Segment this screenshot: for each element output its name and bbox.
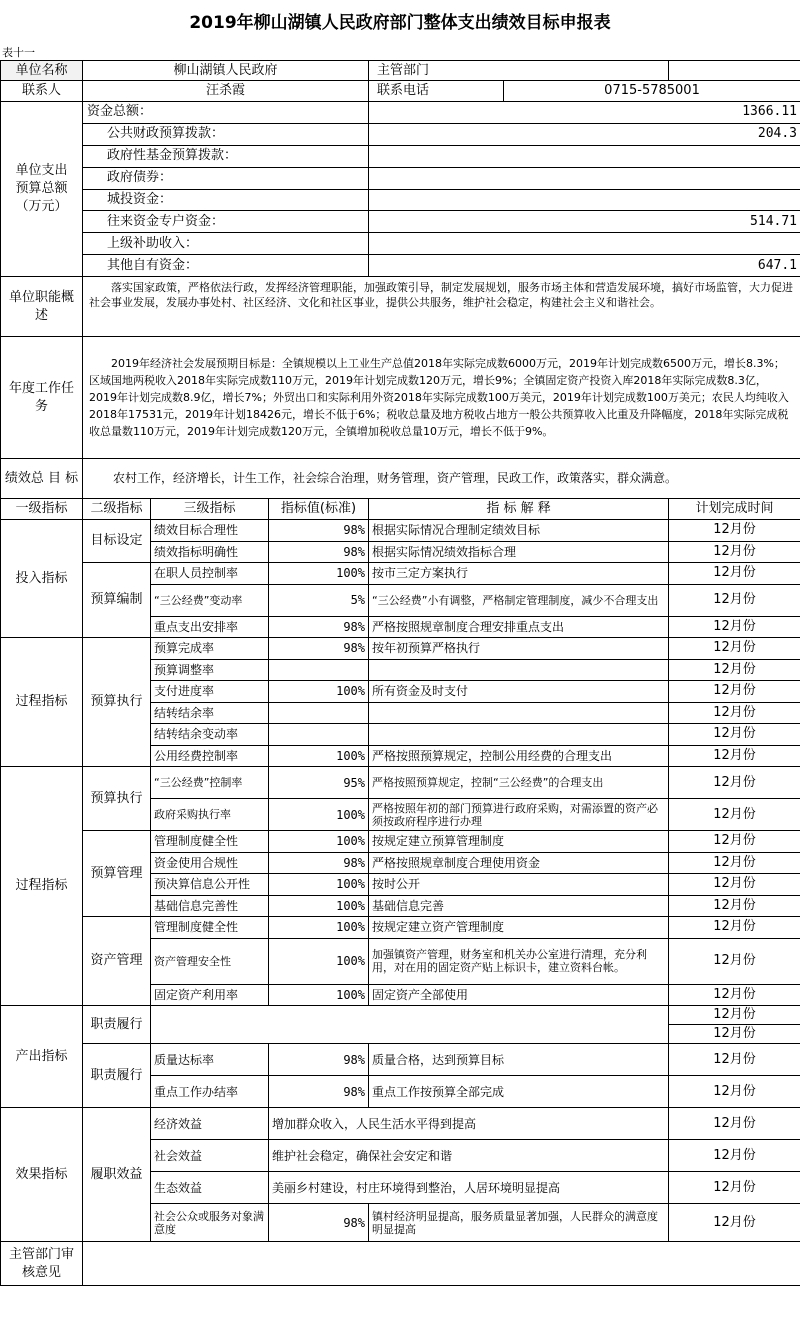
indicator-value: 98% [269,616,369,638]
level1-indicator: 过程指标 [1,638,83,767]
level3-indicator: 社会效益 [151,1140,269,1172]
indicator-value: 98% [269,852,369,874]
indicator-explanation: 严格按照规章制度合理安排重点支出 [369,616,669,638]
performance-table [0,60,800,1286]
indicator-explanation: 根据实际情况合理制定绩效目标 [369,520,669,542]
level3-indicator: 管理制度健全性 [151,831,269,853]
dept-label [369,61,669,81]
indicator-value: 100% [269,799,369,831]
completion-time: 12月份 [669,1140,800,1172]
level3-indicator: “三公经费”控制率 [151,767,269,799]
indicator-row [1,1006,800,1025]
level3-indicator: 基础信息完善性 [151,895,269,917]
indicator-value: 100% [269,563,369,585]
indicator-value: 100% [269,874,369,896]
indicator-value: 98% [269,1044,369,1076]
indicator-value: 100% [269,984,369,1006]
completion-time: 12月份 [669,638,800,660]
budget-row [1,211,800,233]
level3-indicator: 预决算信息公开性 [151,874,269,896]
indicator-value: 100% [269,917,369,939]
level1-indicator: 产出指标 [1,1006,83,1108]
completion-time: 12月份 [669,917,800,939]
budget-row [1,189,800,211]
level3-indicator: 生态效益 [151,1172,269,1204]
indicator-value [269,724,369,746]
indicator-value: 100% [269,895,369,917]
header-l2: 二级指标 [83,499,151,520]
level3-indicator: 经济效益 [151,1108,269,1140]
completion-time: 12月份 [669,681,800,703]
completion-time: 12月份 [669,541,800,563]
review-row [1,1242,800,1286]
budget-item-name: 政府性基金预算拨款： [83,145,369,167]
budget-item-name: 资金总额： [83,102,369,124]
budget-label: 单位支出预算总额（万元） [1,102,83,277]
level3-indicator: 结转结余变动率 [151,724,269,746]
indicator-value: 98% [269,638,369,660]
indicator-row [1,831,800,853]
indicator-row [1,638,800,660]
indicator-explanation [369,702,669,724]
level2-indicator: 预算执行 [83,638,151,767]
completion-time: 12月份 [669,1025,800,1044]
level3-indicator: 重点支出安排率 [151,616,269,638]
completion-time: 12月份 [669,702,800,724]
header-l3: 三级指标 [151,499,269,520]
level3-indicator: “三公经费”变动率 [151,584,269,616]
completion-time: 12月份 [669,1044,800,1076]
level3-indicator: 管理制度健全性 [151,917,269,939]
indicator-explanation: 按规定建立资产管理制度 [369,917,669,939]
budget-item-name: 其他自有资金： [83,255,369,277]
indicator-value: 100% [269,831,369,853]
contact-label: 联系人 [1,81,83,102]
indicator-row [1,1108,800,1140]
level3-indicator: 公用经费控制率 [151,745,269,767]
budget-row [1,145,800,167]
indicator-value: 100% [269,938,369,984]
indicator-explanation [369,724,669,746]
level3-indicator: 绩效指标明确性 [151,541,269,563]
indicator-row [1,520,800,542]
indicator-explanation: 加强镇资产管理，财务室和机关办公室进行清理，充分利用，对在用的固定资产贴上标识卡，建立资料台帐。 [369,938,669,984]
level2-indicator: 预算管理 [83,831,151,917]
indicator-explanation: 根据实际情况绩效指标合理 [369,541,669,563]
level3-indicator: 社会公众或服务对象满意度 [151,1204,269,1242]
level3-indicator: 资产管理安全性 [151,938,269,984]
level2-indicator: 资产管理 [83,917,151,1006]
indicator-explanation: 严格按照规章制度合理使用资金 [369,852,669,874]
indicator-value [269,659,369,681]
indicator-explanation: 美丽乡村建设，村庄环境得到整治，人居环境明显提高 [269,1172,669,1204]
budget-item-value: 204.3 [369,123,800,145]
completion-time: 12月份 [669,895,800,917]
page-title: 2019年柳山湖镇人民政府部门整体支出绩效目标申报表 [189,13,611,33]
phone-value: 0715-5785001 [604,83,700,98]
annual-text: 2019年经济社会发展预期目标是：全镇规模以上工业生产总值2018年实际完成数6000万元，2019年计划完成数6500万元，增长8.3%；区域国地两税收入2018年实际完成数110万元，2019年计划完成数120万元，增长9%；全镇固定资产投资入库2018年实际完成数8.3亿，2019年计划完成数8.9亿，增长7%；外贸出口和实际利用外资2018年实际完成数100万美元，2019年计划完成数100万美元；农民人均纯收入2018年17531元，2019年计划18426元，增长不低于6%；税收总量及地方税收占地方一般公共预算收入比重及升降幅度，2018年实际完成税收总量数110万元，2019年计划完成数120万元，全镇增加税收总量10万元，增长不低于9%。 [83,337,800,459]
completion-time: 12月份 [669,1076,800,1108]
completion-time: 12月份 [669,724,800,746]
level3-indicator: 支付进度率 [151,681,269,703]
indicator-explanation: 镇村经济明显提高，服务质量显著加强，人民群众的满意度明显提高 [369,1204,669,1242]
budget-row [1,102,800,124]
indicator-explanation: 严格按照年初的部门预算进行政府采购，对需添置的资产必须按政府程序进行办理 [369,799,669,831]
completion-time: 12月份 [669,1006,800,1025]
level1-indicator: 过程指标 [1,767,83,1006]
level3-indicator: 在职人员控制率 [151,563,269,585]
completion-time: 12月份 [669,659,800,681]
indicator-value: 100% [269,745,369,767]
budget-item-name: 公共财政预算拨款： [83,123,369,145]
table-tag: 表十一 [2,46,35,59]
budget-item-value: 1366.11 [369,102,800,124]
completion-time: 12月份 [669,1108,800,1140]
budget-item-value: 514.71 [369,211,800,233]
perf-row [1,459,800,499]
budget-item-name: 上级补助收入： [83,233,369,255]
indicator-row [1,563,800,585]
indicator-explanation: 按规定建立预算管理制度 [369,831,669,853]
indicator-explanation: 基础信息完善 [369,895,669,917]
review-value [83,1242,800,1286]
budget-row [1,233,800,255]
completion-time: 12月份 [669,1172,800,1204]
indicator-row [1,917,800,939]
indicator-value: 98% [269,1076,369,1108]
indicator-explanation: 所有资金及时支付 [369,681,669,703]
perf-text: 农村工作，经济增长，计生工作，社会综合治理，财务管理，资产管理，民政工作，政策落实，群众满意。 [83,459,800,499]
annual-label: 年度工作任 务 [1,337,83,459]
indicator-explanation: 维护社会稳定，确保社会安定和谐 [269,1140,669,1172]
duty-label: 单位职能概 述 [1,277,83,337]
duty-row [1,277,800,337]
indicator-explanation: 质量合格，达到预算目标 [369,1044,669,1076]
indicator-value: 5% [269,584,369,616]
completion-time: 12月份 [669,616,800,638]
header-val: 指标值(标准) [269,499,369,520]
indicator-explanation: 严格按照预算规定，控制“三公经费”的合理支出 [369,767,669,799]
level2-indicator: 预算编制 [83,563,151,638]
completion-time: 12月份 [669,584,800,616]
completion-time: 12月份 [669,563,800,585]
level3-indicator: 资金使用合规性 [151,852,269,874]
level2-indicator: 履职效益 [83,1108,151,1242]
indicator-explanation: 按时公开 [369,874,669,896]
indicator-explanation: 重点工作按预算全部完成 [369,1076,669,1108]
info-row-contact [1,81,800,102]
level2-indicator: 预算执行 [83,767,151,831]
indicator-value: 98% [269,520,369,542]
completion-time: 12月份 [669,745,800,767]
header-time: 计划完成时间 [669,499,800,520]
completion-time: 12月份 [669,1204,800,1242]
budget-item-value: 647.1 [369,255,800,277]
indicator-value: 98% [269,541,369,563]
budget-item-name: 往来资金专户资金： [83,211,369,233]
completion-time: 12月份 [669,831,800,853]
duty-text: 落实国家政策，严格依法行政，发挥经济管理职能，加强政策引导，制定发展规划，服务市场主体和营造发展环境，搞好市场监管，大力促进社会事业发展，发展办事处村、社区经济、文化和社区事业，提供公共服务，维护社会稳定，构建社会主义和谐社会。 [83,277,800,337]
budget-item-value [369,233,800,255]
level1-indicator: 投入指标 [1,520,83,638]
level2-indicator: 目标设定 [83,520,151,563]
completion-time: 12月份 [669,799,800,831]
level3-indicator: 绩效目标合理性 [151,520,269,542]
level3-indicator: 重点工作办结率 [151,1076,269,1108]
level2-indicator: 职责履行 [83,1044,151,1108]
level3-indicator: 政府采购执行率 [151,799,269,831]
indicator-explanation: 严格按照预算规定，控制公用经费的合理支出 [369,745,669,767]
indicator-value: 100% [269,681,369,703]
perf-label: 绩效总 目 标 [1,459,83,499]
indicator-row [1,1044,800,1076]
phone-label: 联系电话 [369,81,504,101]
level3-indicator: 结转结余率 [151,702,269,724]
completion-time: 12月份 [669,938,800,984]
header-l1: 一级指标 [1,499,83,520]
header-row [1,499,800,520]
indicator-row [1,767,800,799]
indicator-explanation: 按市三定方案执行 [369,563,669,585]
completion-time: 12月份 [669,767,800,799]
budget-row [1,255,800,277]
info-row-unit [1,61,800,81]
contact-value: 汪杀霞 [83,81,369,102]
level1-indicator: 效果指标 [1,1108,83,1242]
level3-indicator: 预算调整率 [151,659,269,681]
level3-indicator: 预算完成率 [151,638,269,660]
indicator-explanation: 按年初预算严格执行 [369,638,669,660]
budget-item-value [369,145,800,167]
completion-time: 12月份 [669,520,800,542]
budget-item-value [369,189,800,211]
unit-label: 单位名称 [1,61,83,81]
budget-row [1,167,800,189]
completion-time: 12月份 [669,874,800,896]
indicator-explanation: 固定资产全部使用 [369,984,669,1006]
unit-value: 柳山湖镇人民政府 [83,61,369,81]
annual-row [1,337,800,459]
dept-label-text: 主管部门 [377,62,430,78]
budget-row [1,123,800,145]
review-label: 主管部门审核意见 [1,1242,83,1286]
header-expl: 指 标 解 释 [369,499,669,520]
indicator-explanation [369,659,669,681]
budget-item-name: 城投资金： [83,189,369,211]
indicator-explanation: “三公经费”小有调整，严格制定管理制度，减少不合理支出 [369,584,669,616]
level3-indicator: 固定资产利用率 [151,984,269,1006]
indicator-value: 98% [269,1204,369,1242]
indicator-value [269,702,369,724]
dept-value [669,61,800,81]
budget-item-name: 政府债券： [83,167,369,189]
level3-indicator [151,1006,669,1044]
completion-time: 12月份 [669,984,800,1006]
budget-item-value [369,167,800,189]
completion-time: 12月份 [669,852,800,874]
indicator-explanation: 增加群众收入，人民生活水平得到提高 [269,1108,669,1140]
phone-cell [369,81,800,102]
level3-indicator: 质量达标率 [151,1044,269,1076]
level2-indicator: 职责履行 [83,1006,151,1044]
indicator-value: 95% [269,767,369,799]
